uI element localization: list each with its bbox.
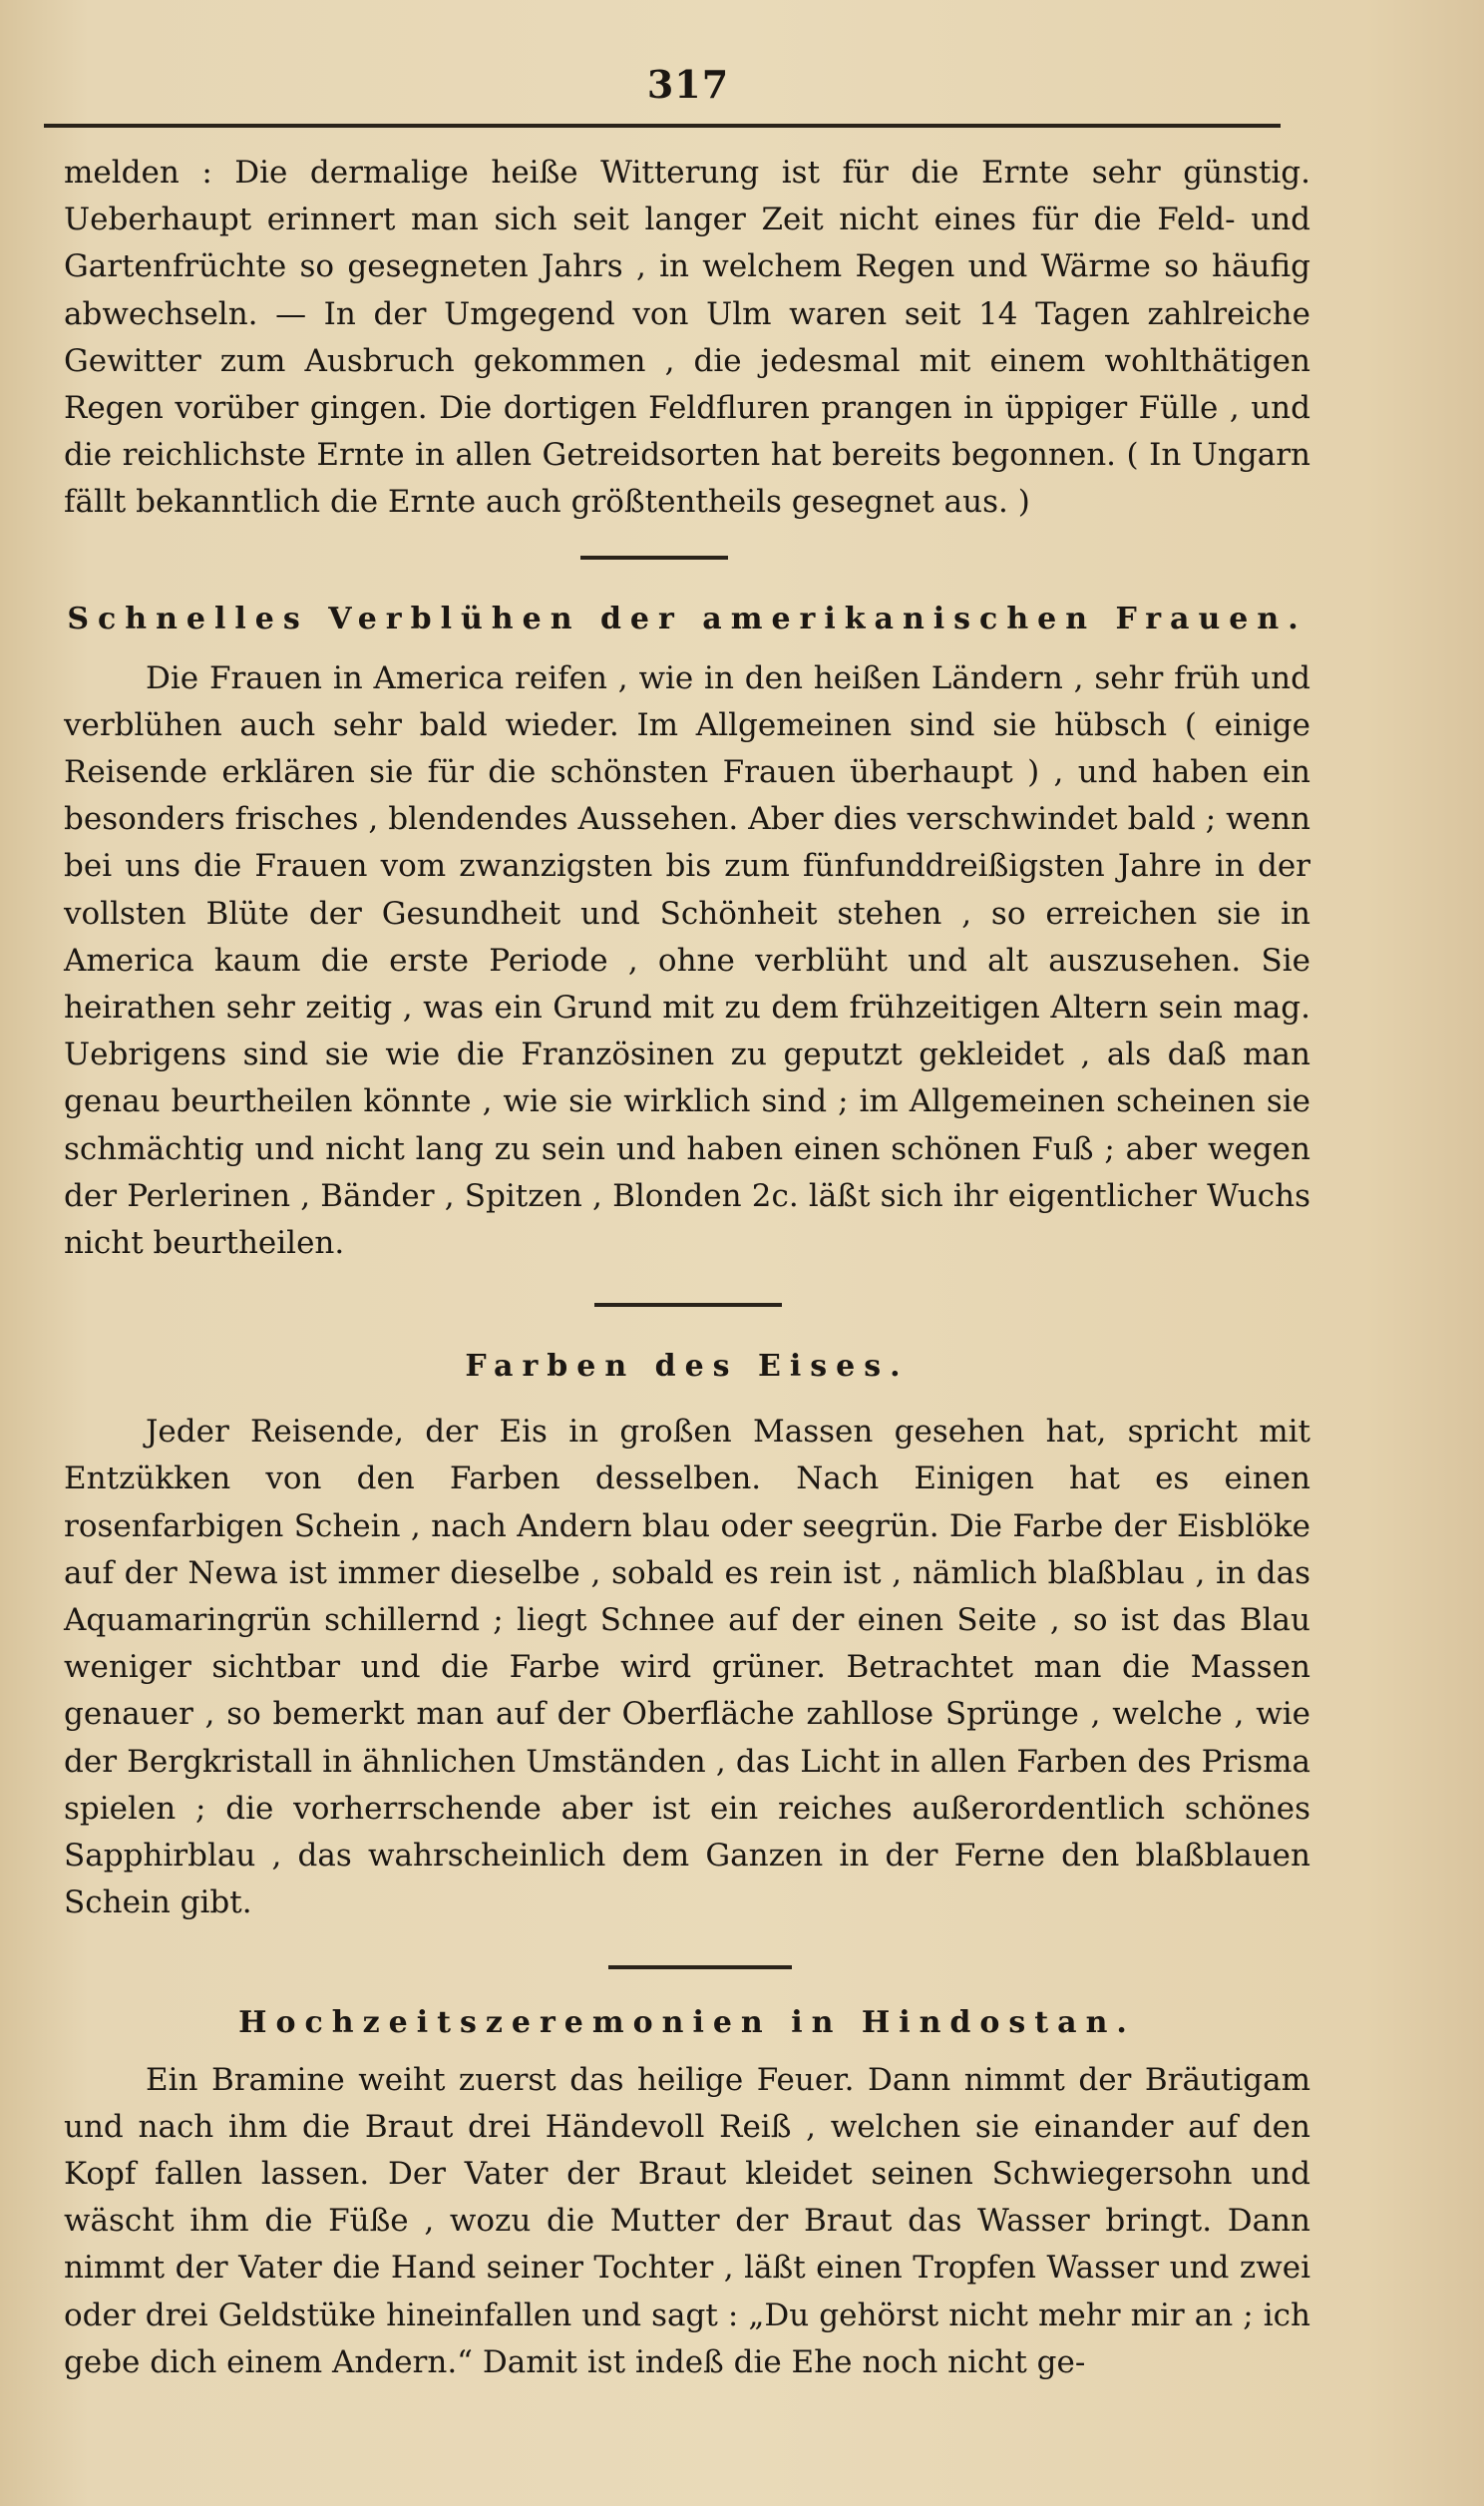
article-body-hindostan-wedding: Ein Bramine weiht zuerst das heilige Feuer. Dann nimmt der Bräutigam und nach ihm die Braut drei Händevoll Reiß , welchen sie einander auf den Kopf fallen lassen. Der Vater der Braut kleidet seinen Schwiegersohn und wäscht ihm die Füße , wozu die Mutter der Braut das Wasser bringt. Dann nimmt der Vater die Hand seiner Tochter , läßt einen Tropfen Wasser und zwei oder drei Geldstüke hineinfallen und sagt : „Du gehörst nicht mehr mir an ; ich gebe dich einem Andern.“ Damit ist indeß die Ehe noch nicht ge- xyxy=(64,2061,1310,2380)
article-title-american-women: Schnelles Verblühen der amerikanischen Frauen. xyxy=(67,601,1307,636)
section-divider xyxy=(594,1303,782,1307)
page-number: 317 xyxy=(646,62,730,107)
section-divider xyxy=(608,1965,792,1969)
article-title-ice-colors: Farben des Eises. xyxy=(465,1349,910,1385)
text-column xyxy=(64,150,1310,2386)
header-rule xyxy=(44,124,1281,128)
article-title-hindostan-wedding: Hochzeitszeremonien in Hindostan. xyxy=(238,2004,1136,2040)
article-body-american-women: Die Frauen in America reifen , wie in den heißen Ländern , sehr früh und verblühen auch sehr bald wieder. Im Allgemeinen sind sie hübsch ( einige Reisende erklären sie für die schönsten Frauen überhaupt ) , und haben ein besonders frisches , blendendes Aussehen. Aber dies verschwindet bald ; wenn bei uns die Frauen vom zwanzigsten bis zum fünfunddreißigsten Jahre in der vollsten Blüte der Gesundheit und Schönheit stehen , so erreichen sie in America kaum die erste Periode , ohne verblüht und alt auszusehen. Sie heirathen sehr zeitig , was ein Grund mit zu dem frühzeitigen Altern sein mag. Uebrigens sind sie wie die Französinen zu geputzt gekleidet , als daß man genau beurtheilen könnte , wie sie wirklich sind ; im Allgemeinen scheinen sie schmächtig und nicht lang zu sein und haben einen schönen Fuß ; aber wegen der Perlerinen , Bänder , Spitzen , Blonden 2c. läßt sich ihr eigentlicher Wuchs nicht beurtheilen. xyxy=(64,659,1310,1262)
intro-paragraph: melden : Die dermalige heiße Witterung ist für die Ernte sehr günstig. Ueberhaupt erinnert man sich seit langer Zeit nicht eines für die Feld- und Gartenfrüchte so gesegneten Jahrs , in welchem Regen und Wärme so häufig abwechseln. — In der Umgegend von Ulm waren seit 14 Tagen zahlreiche Gewitter zum Ausbruch gekommen , die jedesmal mit einem wohlthätigen Regen vorüber gingen. Die dortigen Feldfluren prangen in üppiger Fülle , und die reichlichste Ernte in allen Getreidsorten hat bereits begonnen. ( In Ungarn fällt bekanntlich die Ernte auch größtentheils gesegnet aus. ) xyxy=(64,155,1310,521)
article-body-ice-colors: Jeder Reisende, der Eis in großen Massen gesehen hat, spricht mit Entzükken von den Farben desselben. Nach Einigen hat es einen rosenfarbigen Schein , nach Andern blau oder seegrün. Die Farbe der Eisblöke auf der Newa ist immer dieselbe , sobald es rein ist , nämlich blaßblau , in das Aquamaringrün schillernd ; liegt Schnee auf der einen Seite , so ist das Blau weniger sichtbar und die Farbe wird grüner. Betrachtet man die Massen genauer , so bemerkt man auf der Oberfläche zahllose Sprünge , welche , wie der Bergkristall in ähnlichen Umständen , das Licht in allen Farben des Prisma spielen ; die vorherrschende aber ist ein reiches außerordentlich schönes Sapphirblau , das wahrscheinlich dem Ganzen in der Ferne den blaßblauen Schein gibt. xyxy=(64,1414,1310,1921)
section-divider xyxy=(580,556,728,560)
